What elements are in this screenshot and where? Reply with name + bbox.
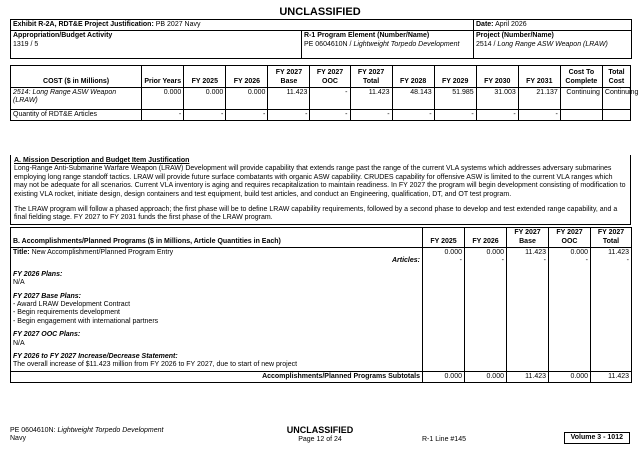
cost-header: COST ($ in Millions) (11, 66, 142, 88)
project-cell (474, 31, 632, 59)
exhibit-label: Exhibit R-2A, RDT&E Project Justification: (13, 21, 154, 28)
cost-cell: Continuing (560, 88, 602, 110)
cost-cell: - (476, 110, 518, 121)
acc-articles-value: - (543, 257, 546, 265)
fy2027-base-plans-label: FY 2027 Base Plans: (13, 292, 81, 300)
acc-entry-cell (11, 248, 423, 372)
cost-cell: 0.000 (184, 88, 226, 110)
fy2027-base-item: - Award LRAW Development Contract (13, 300, 131, 308)
subtotal-value: 0.000 (423, 371, 465, 382)
accomplishments-table (10, 227, 632, 383)
cost-cell: 11.423 (350, 88, 392, 110)
acc-header: FY 2027 Base (507, 228, 549, 248)
acc-value: 0.000 (486, 249, 504, 256)
cost-header: FY 2027 Base (268, 66, 310, 88)
cost-table (10, 65, 639, 121)
subtotal-value: 11.423 (591, 371, 632, 382)
mission-title: A. Mission Description and Budget Item Justification (14, 157, 190, 164)
cost-cell: 21.137 (518, 88, 560, 110)
acc-value: 11.423 (608, 249, 629, 256)
cost-cell: - (226, 110, 268, 121)
footer-org: Navy (10, 435, 26, 443)
cost-cell: Continuing (602, 88, 630, 110)
cost-cell: - (434, 110, 476, 121)
cost-cell: - (142, 110, 184, 121)
program-element-name: Lightweight Torpedo Development (353, 40, 460, 48)
cost-cell: 0.000 (142, 88, 184, 110)
project-name: Long Range ASW Weapon (LRAW) (497, 40, 608, 48)
acc-value: 0.000 (570, 249, 588, 256)
increase-decrease-text: The overall increase of $11.423 million from FY 2026 to FY 2027, due to start of new project (13, 361, 298, 369)
acc-value-cell (465, 248, 507, 372)
fy2027-ooc-plans-label: FY 2027 OOC Plans: (13, 331, 81, 339)
acc-value-cell (549, 248, 591, 372)
cost-cell (602, 110, 630, 121)
cost-cell: - (392, 110, 434, 121)
cost-header: FY 2029 (434, 66, 476, 88)
cost-header: FY 2031 (518, 66, 560, 88)
date-value: April 2026 (495, 21, 527, 28)
acc-title-label: Title: (13, 249, 30, 256)
mission-section (10, 155, 631, 225)
cost-cell: 0.000 (226, 88, 268, 110)
page-number: Page 12 of 24 (298, 435, 342, 443)
classification-banner-bottom: UNCLASSIFIED (286, 425, 354, 435)
cost-cell: - (268, 110, 310, 121)
appropriation-label: Appropriation/Budget Activity (13, 32, 113, 40)
footer-pe-number: PE 0604610N: (10, 427, 56, 434)
cost-row-label: 2514: Long Range ASW Weapon (LRAW) (11, 88, 142, 110)
subtotal-value: 11.423 (507, 371, 549, 382)
cost-header: FY 2027 OOC (310, 66, 350, 88)
fy2026-plans-text: N/A (13, 279, 25, 287)
cost-cell: - (518, 110, 560, 121)
cost-header: Total Cost (602, 66, 630, 88)
project-number: 2514 / (476, 40, 496, 48)
cost-header: FY 2028 (392, 66, 434, 88)
appropriation-cell (11, 31, 302, 59)
subtotal-value: 0.000 (549, 371, 591, 382)
exhibit-value: PB 2027 Navy (155, 21, 201, 28)
cost-header: FY 2030 (476, 66, 518, 88)
accomplishments-title: B. Accomplishments/Planned Programs ($ in Millions, Article Quantities in Each) (11, 228, 423, 248)
fy2027-base-item: - Begin engagement with international partners (13, 317, 159, 325)
program-element-label: R-1 Program Element (Number/Name) (304, 32, 430, 40)
cost-header: FY 2026 (226, 66, 268, 88)
cost-cell: - (350, 110, 392, 121)
increase-decrease-label: FY 2026 to FY 2027 Increase/Decrease Statement: (13, 352, 178, 360)
acc-header: FY 2027 Total (591, 228, 632, 248)
appropriation-value: 1319 / 5 (13, 40, 39, 48)
acc-articles-label: Articles: (391, 257, 420, 265)
exhibit-header-table (10, 19, 632, 59)
cost-cell (560, 110, 602, 121)
acc-header: FY 2027 OOC (549, 228, 591, 248)
program-element-number: PE 0604610N / (304, 40, 352, 48)
cost-cell: 11.423 (268, 88, 310, 110)
date-cell (474, 20, 632, 31)
mission-paragraph: Long-Range Anti-Submarine Warfare Weapon (LRAW) Development will provide capability that extends range past the range of the current VLA systems which addresses adversary submarines employing long range standoff tactics. LRAW will provide future surface combatants with organic ASW capability. CRUDES capability for offensive ASW is limited to the current VLA ranges which may not be adequate for all scenarios. Current VLA inventory is aging and requires recapitalization to maintain readiness. In FY 2027 the program will begin development consisting of modification to existing VLA rocket, initiate design, design containers and test equipment, build test articles, and conduct an Engineering, qualification, DT, and OT test program. (14, 165, 626, 198)
cost-header: FY 2027 Total (350, 66, 392, 88)
acc-header: FY 2025 (423, 228, 465, 248)
cost-cell: 48.143 (392, 88, 434, 110)
r1-line-number: R-1 Line #145 (422, 436, 466, 443)
footer-pe-name: Lightweight Torpedo Development (57, 427, 164, 434)
acc-articles-value: - (501, 257, 504, 265)
program-element-cell (302, 31, 474, 59)
cost-cell: 31.003 (476, 88, 518, 110)
acc-value: 11.423 (525, 249, 546, 256)
cost-cell: - (310, 88, 350, 110)
subtotal-label: Accomplishments/Planned Programs Subtotals (11, 371, 423, 382)
subtotal-value: 0.000 (465, 371, 507, 382)
cost-cell: 51.985 (434, 88, 476, 110)
acc-value-cell (507, 248, 549, 372)
acc-articles-value: - (585, 257, 588, 265)
acc-articles-value: - (626, 257, 629, 265)
classification-banner-top: UNCLASSIFIED (279, 6, 361, 18)
project-label: Project (Number/Name) (476, 32, 554, 40)
exhibit-title-cell (11, 20, 474, 31)
cost-cell: - (184, 110, 226, 121)
acc-header: FY 2026 (465, 228, 507, 248)
cost-header: FY 2025 (184, 66, 226, 88)
acc-value-cell (423, 248, 465, 372)
fy2027-base-item: - Begin requirements development (13, 309, 121, 317)
volume-box: Volume 3 - 1012 (564, 432, 630, 444)
footer-center (0, 425, 640, 444)
cost-header: Prior Years (142, 66, 184, 88)
acc-value: 0.000 (444, 249, 462, 256)
acc-title-value: New Accomplishment/Planned Program Entry (31, 249, 174, 256)
fy2026-plans-label: FY 2026 Plans: (13, 270, 63, 278)
acc-articles-value: - (459, 257, 462, 265)
date-label: Date: (476, 21, 494, 28)
cost-header: Cost To Complete (560, 66, 602, 88)
acc-value-cell (591, 248, 632, 372)
mission-paragraph: The LRAW program will follow a phased approach; the first phase will be to define LRAW capability requirements, followed by a second phase to develop and test extended range capability, and a final fielding stage. FY 2027 to FY 2031 funds the first phase of the LRAW program. (14, 205, 618, 222)
fy2027-ooc-plans-text: N/A (13, 339, 25, 347)
cost-cell: - (310, 110, 350, 121)
cost-row-label: Quantity of RDT&E Articles (11, 110, 142, 121)
